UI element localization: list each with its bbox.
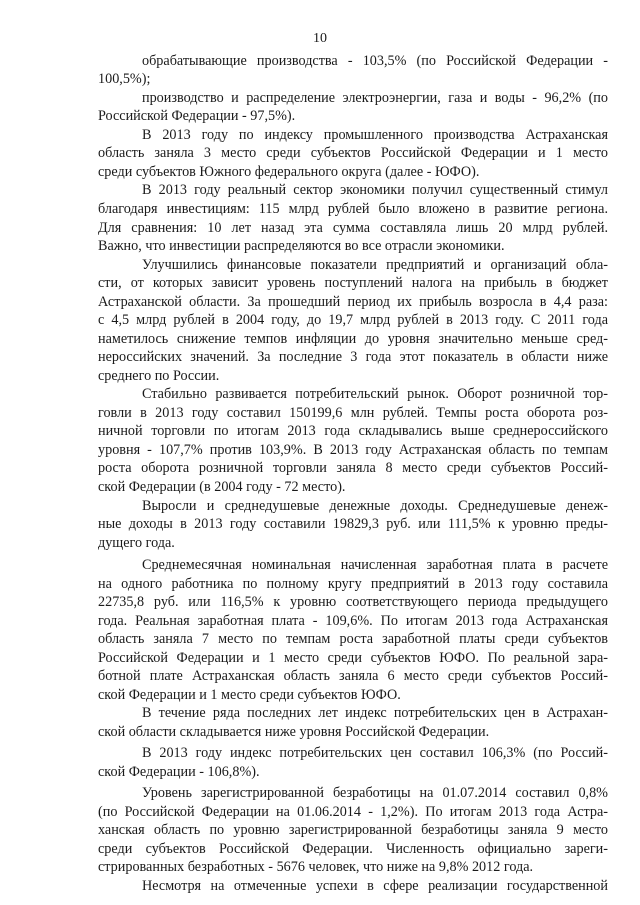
text-line: на одного работника по полному кругу предприятий в 2013 году составила [98,575,608,592]
text-line: ской Федерации - 106,8%). [98,763,260,780]
text-line: среди субъектов Российской Федерации. Численность официально зареги- [98,840,608,857]
text-line: область заняла 7 место по темпам роста заработной платы среди субъектов [98,631,608,648]
text-line: нероссийских значений. За последние 3 года этот показатель в области ниже [98,349,608,366]
text-line: Важно, что инвестиции распределяются во все отрасли экономики. [98,238,505,255]
text-line: уровня - 107,7% против 103,9%. В 2013 году Астраханская область по темпам [98,441,608,458]
text-line: область заняла 3 место среди субъектов Российской Федерации и 1 место [98,145,608,162]
text-line: В 2013 году по индексу промышленного производства Астраханская [142,126,608,143]
text-line: благодаря инвестициям: 115 млрд рублей было вложено в развитие региона. [98,200,608,217]
text-line: ничной торговли по итогам 2013 года складывались выше среднероссийского [98,423,608,440]
text-line: ханская область по уровню зарегистрированной безработицы заняла 9 место [98,822,608,839]
text-line: Среднемесячная номинальная начисленная заработная плата в расчете [142,557,608,574]
text-line: роста оборота розничной торговли заняла 8 место среди субъектов Россий- [98,460,608,477]
text-line: Стабильно развивается потребительский рынок. Оборот розничной тор- [142,386,608,403]
text-line: сти, от которых зависит уровень поступлений налога на прибыль в бюджет [98,275,608,292]
text-line: стрированных безработных - 5676 человек, что ниже на 9,8% 2012 года. [98,859,534,876]
text-line: ской области складывается ниже уровня Российской Федерации. [98,723,490,740]
text-line: с 4,5 млрд рублей в 2004 году, до 19,7 млрд рублей в 2013 году. С 2011 года [98,312,608,329]
text-line: 22735,8 руб. или 116,5% к уровню соответствующего периода предыдущего [98,594,608,611]
text-line: дущего года. [98,534,175,551]
text-line: Выросли и среднедушевые денежные доходы. Среднедушевые денеж- [142,497,608,514]
text-line: среди субъектов Южного федерального округа (далее - ЮФО). [98,163,480,180]
text-line: производство и распределение электроэнергии, газа и воды - 96,2% (по [142,89,608,106]
text-line: ботной плате Астраханская область заняла 6 место среди субъектов Россий- [98,668,608,685]
text-line: наметилось снижение темпов инфляции до уровня значительно меньше сред- [98,330,608,347]
text-line: Несмотря на отмеченные успехи в сфере реализации государственной [142,878,608,894]
text-line: ской Федерации и 1 место среди субъектов ЮФО. [98,686,401,703]
text-line: (по Российской Федерации на 01.06.2014 - 1,2%). По итогам 2013 года Астра- [98,803,608,820]
text-line: Улучшились финансовые показатели предприятий и организаций обла- [142,256,608,273]
text-line: года. Реальная заработная плата - 109,6%. По итогам 2013 года Астраханская [98,612,608,629]
text-line: В течение ряда последних лет индекс потребительских цен в Астрахан- [142,705,608,722]
text-line: ные доходы в 2013 году составили 19829,3 руб. или 111,5% к уровню преды- [98,516,608,533]
text-line: В 2013 году реальный сектор экономики получил существенный стимул [142,182,608,199]
text-line: Астраханской области. За прошедший период их прибыль возросла в 4,4 раза: [98,293,608,310]
text-line: 100,5%); [98,71,151,88]
text-line: говли в 2013 году составил 150199,6 млн рублей. Темпы роста оборота роз- [98,404,608,421]
text-line: обрабатывающие производства - 103,5% (по Российской Федерации - [142,52,608,69]
text-line: ской Федерации (в 2004 году - 72 место). [98,479,346,495]
text-line: Российской Федерации и 1 место среди субъектов ЮФО. По реальной зара- [98,649,608,666]
text-line: Российской Федерации - 97,5%). [98,108,296,125]
text-line: В 2013 году индекс потребительских цен составил 106,3% (по Россий- [142,745,608,762]
text-line: Уровень зарегистрированной безработицы на 01.07.2014 составил 0,8% [142,785,608,802]
text-line: среднего по России. [98,367,220,384]
page-number: 10 [313,31,327,46]
text-line: Для сравнения: 10 лет назад эта сумма составляла лишь 20 млрд рублей. [98,219,608,236]
